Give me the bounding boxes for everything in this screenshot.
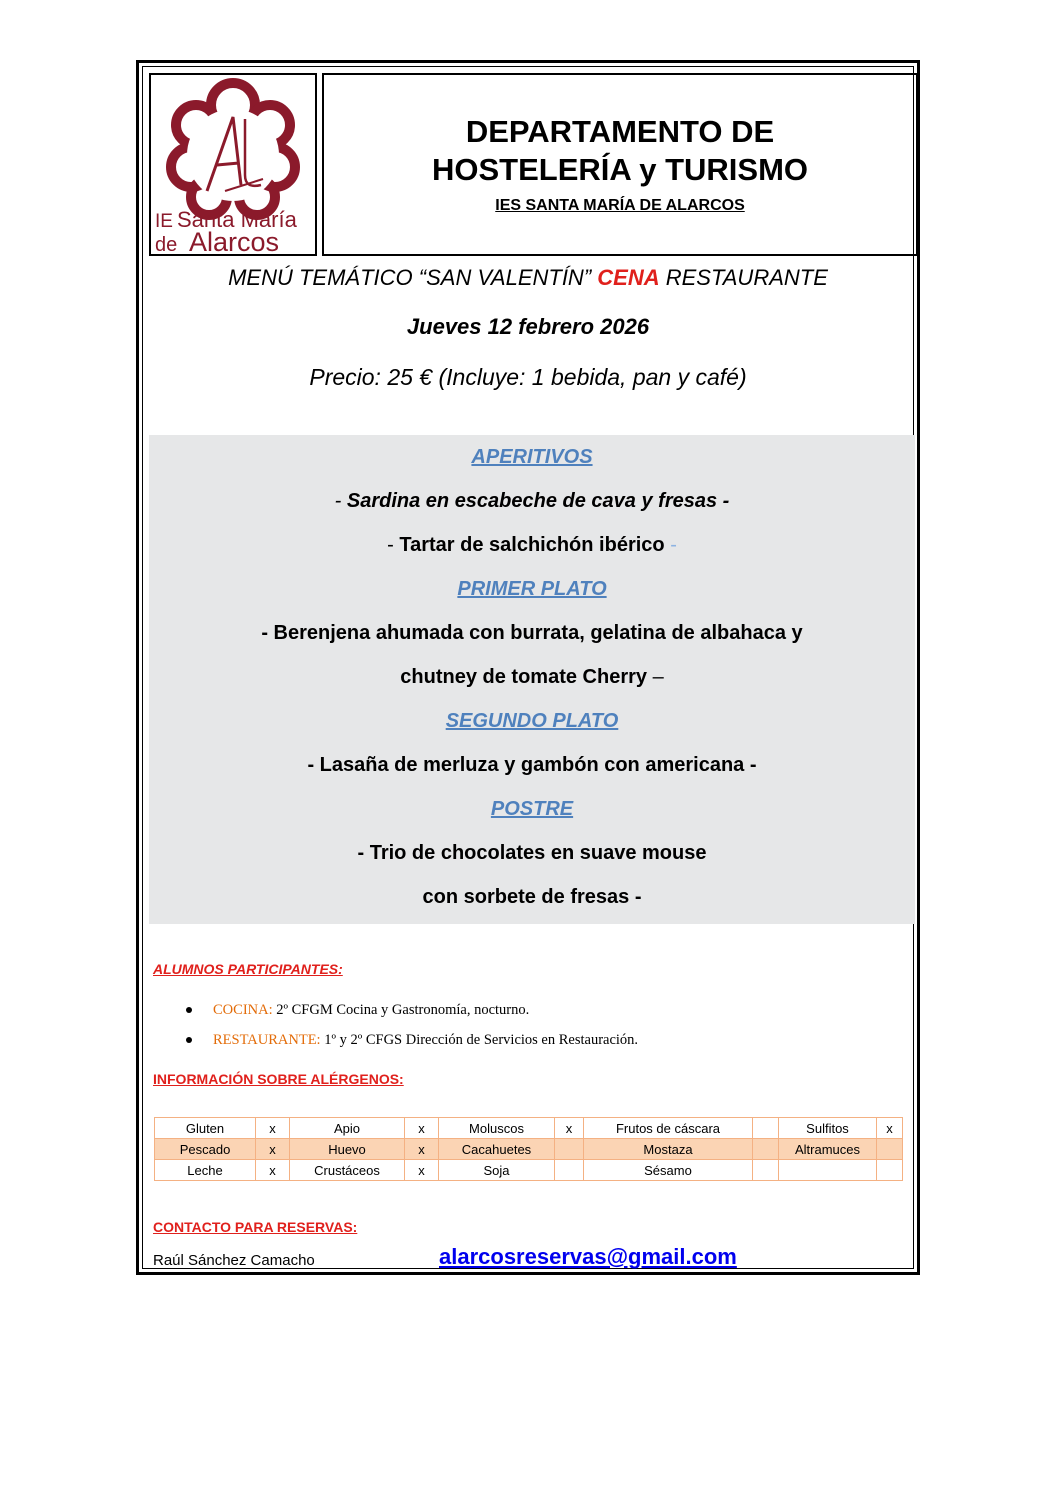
page-frame [136,60,920,1275]
logo-cell [149,73,317,256]
page-frame-inner [142,66,914,1269]
dish-segundo-line1: - Lasaña de merluza y gambón con americana - [307,754,757,776]
svg-text:Santa María: Santa María [177,207,297,232]
menu-heading [143,265,913,391]
contact-label: CONTACTO PARA RESERVAS: [153,1219,358,1235]
contact-name: Raúl Sánchez Camacho [153,1252,315,1269]
list-item: RESTAURANTE: 1º y 2º CFGS Dirección de Servicios en Restauración. [183,1025,638,1055]
menu-title-highlight: CENA [597,265,660,290]
section-primer-title: PRIMER PLATO [457,578,607,600]
table-row: Pescado x Huevo x Cacahuetes Mostaza Altramuces [155,1139,903,1160]
section-segundo-title: SEGUNDO PLATO [445,710,619,732]
school-subtitle: IES SANTA MARÍA DE ALARCOS [495,196,745,214]
menu-title [143,265,913,291]
participants-label: ALUMNOS PARTICIPANTES: [153,961,343,977]
table-row: Gluten x Apio x Moluscos x Frutos de cáscara Sulfitos x [155,1118,903,1139]
header-title-cell [322,73,918,256]
allergens-table [154,1117,903,1181]
dish-primer-line2: chutney de tomate Cherry – [400,666,664,688]
department-title [324,113,916,189]
dish-primer-line1: - Berenjena ahumada con burrata, gelatina de albahaca y [261,622,803,644]
menu-date: Jueves 12 febrero 2026 [406,314,650,339]
menu-price: Precio: 25 € (Incluye: 1 bebida, pan y café) [309,364,747,390]
allergens-label: INFORMACIÓN SOBRE ALÉRGENOS: [153,1071,404,1087]
menu-title-prefix: MENÚ TEMÁTICO “SAN VALENTÍN” [228,265,598,290]
dish-aperitivo-2: - Tartar de salchichón ibérico - [387,534,677,556]
table-row: Leche x Crustáceos x Soja Sésamo [155,1160,903,1181]
menu-box [149,435,915,924]
department-title-line2: HOSTELERÍA y TURISMO [431,151,809,187]
bullet-icon [186,1037,192,1043]
department-title-line1: DEPARTAMENTO DE [465,114,775,149]
school-logo [151,75,315,254]
dish-postre-line2: con sorbete de fresas - [422,886,642,908]
list-item: COCINA: 2º CFGM Cocina y Gastronomía, nocturno. [183,995,638,1025]
dish-aperitivo-1: - Sardina en escabeche de cava y fresas - [334,490,730,512]
dish-postre-line1: - Trio de chocolates en suave mouse [357,842,707,864]
bullet-icon [186,1007,192,1013]
svg-text:Alarcos: Alarcos [189,227,280,254]
svg-text:IE: IE [155,211,173,232]
section-postre-title: POSTRE [490,798,574,820]
contact-email-link[interactable]: alarcosreservas@gmail.com [439,1244,737,1269]
svg-text:de: de [155,234,178,254]
participants-list [183,995,638,1055]
menu-title-suffix: RESTAURANTE [659,265,828,290]
section-aperitivos-title: APERITIVOS [471,446,593,468]
